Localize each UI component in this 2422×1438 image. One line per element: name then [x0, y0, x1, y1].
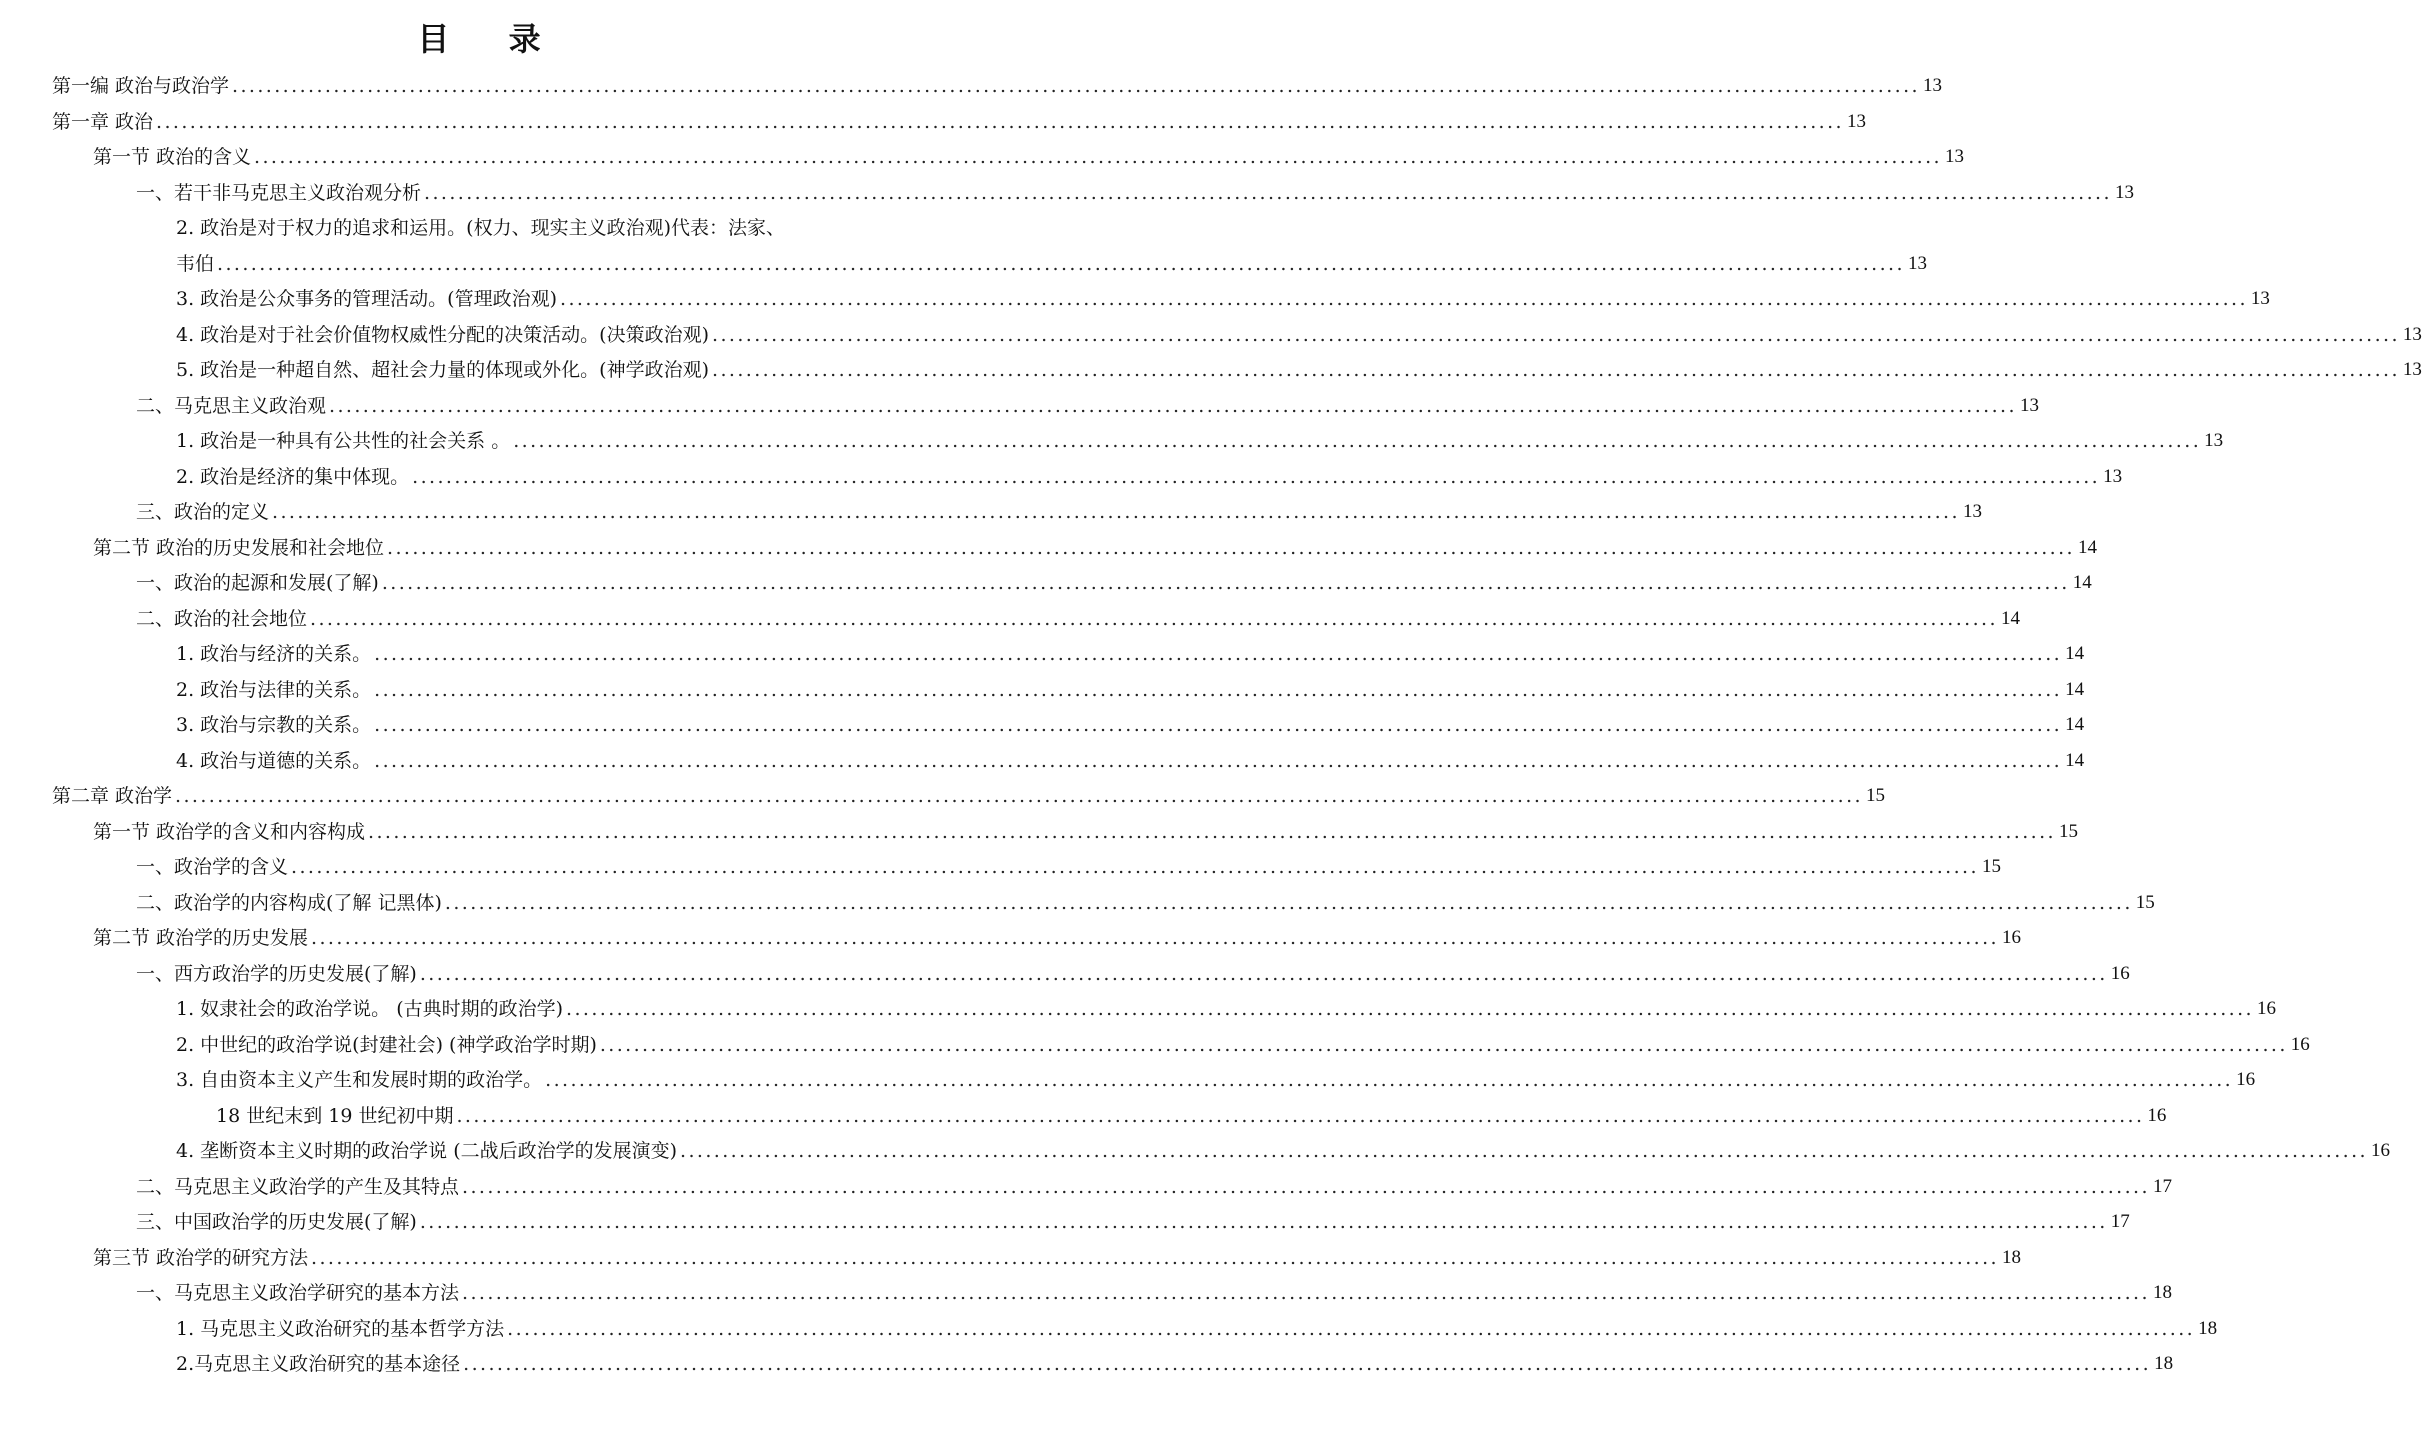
toc-leader-dots: ........................................................................................................................................................................................................	[507, 1317, 2196, 1340]
toc-page-number: 13	[2204, 430, 2224, 451]
toc-leader-dots: ........................................................................................................................................................................................................	[566, 998, 2254, 1020]
toc-entry-text: 第三节 政治学的研究方法	[93, 1246, 309, 1269]
toc-page-number: 18	[2152, 1282, 2172, 1303]
toc-entry-text: 三、政治的定义	[136, 501, 270, 523]
toc-entry-text: 4. 政治与道德的关系。	[176, 749, 372, 772]
toc-entry[interactable]	[136, 169, 2134, 205]
toc-entry[interactable]	[176, 275, 2270, 311]
toc-page-number: 13	[2019, 394, 2039, 416]
toc-leader-dots: ........................................................................................................................................................................................................	[419, 962, 2108, 985]
toc-leader-dots: ........................................................................................................................................................................................................	[513, 430, 2202, 452]
toc-page-number: 15	[1865, 785, 1885, 806]
toc-entry[interactable]	[176, 1021, 2310, 1057]
toc-entry-text: 1. 政治是一种具有公共性的社会关系 。	[176, 430, 511, 452]
toc-page-number: 15	[2058, 820, 2078, 842]
toc-entry[interactable]	[136, 559, 2092, 595]
toc-entry[interactable]	[176, 453, 2123, 489]
toc-leader-dots: ........................................................................................................................................................................................................	[311, 927, 1999, 949]
toc-leader-dots: ........................................................................................................................................................................................................	[419, 1211, 2108, 1233]
toc-leader-dots: ........................................................................................................................................................................................................	[560, 288, 2248, 310]
toc-entry-text: 18 世纪末到 19 世纪初中期	[216, 1104, 454, 1127]
toc-entry-text: 第一节 政治学的含义和内容构成	[93, 820, 366, 843]
toc-leader-dots: ........................................................................................................................................................................................................	[387, 536, 2075, 559]
toc-page-number: 14	[2065, 749, 2085, 771]
toc-entry-text: 2. 政治是对于权力的追求和运用。(权力、现实主义政治观)代表：法家、	[176, 217, 785, 239]
toc-leader-dots: ........................................................................................................................................................................................................	[463, 1353, 2152, 1375]
toc-entry-text: 4. 垄断资本主义时期的政治学说 (二战后政治学的发展演变)	[176, 1140, 678, 1162]
toc-leader-dots: ........................................................................................................................................................................................................	[175, 785, 1863, 807]
toc-entry[interactable]	[136, 1269, 2172, 1305]
toc-entry[interactable]	[136, 843, 2001, 879]
toc-entry-text: 一、若干非马克思主义政治观分析	[136, 181, 422, 204]
toc-page-number: 13	[2114, 181, 2134, 203]
toc-leader-dots: ........................................................................................................................................................................................................	[712, 323, 2400, 346]
toc-entry-text: 第一节 政治的含义	[93, 146, 252, 168]
toc-page-number: 13	[2402, 323, 2422, 345]
toc-entry[interactable]	[93, 1234, 2021, 1270]
toc-leader-dots: ........................................................................................................................................................................................................	[462, 1282, 2150, 1304]
toc-entry-text: 3. 政治与宗教的关系。	[176, 714, 372, 736]
toc-leader-dots: ........................................................................................................................................................................................................	[381, 572, 2070, 594]
toc-page-number: 16	[2256, 998, 2276, 1019]
toc-leader-dots: ........................................................................................................................................................................................................	[462, 1175, 2150, 1198]
toc-entry[interactable]	[176, 204, 886, 240]
toc-leader-dots: ........................................................................................................................................................................................................	[712, 359, 2400, 381]
toc-entry-text: 2. 政治是经济的集中体现。	[176, 465, 410, 488]
toc-page-number: 14	[2000, 607, 2020, 629]
toc-entry[interactable]	[216, 1092, 2167, 1128]
toc-entry-text: 第二节 政治的历史发展和社会地位	[93, 536, 385, 559]
toc-page-number: 18	[2198, 1317, 2218, 1339]
toc-entry[interactable]	[176, 1305, 2218, 1341]
toc-page-number: 15	[1981, 856, 2001, 877]
toc-page-number: 14	[2072, 572, 2092, 593]
toc-entry-text: 1. 奴隶社会的政治学说。 (古典时期的政治学)	[176, 998, 564, 1020]
toc-leader-dots: ........................................................................................................................................................................................................	[311, 1246, 1999, 1269]
toc-page-number: 17	[2110, 1211, 2130, 1232]
toc-leader-dots: ........................................................................................................................................................................................................	[374, 749, 2063, 772]
toc-page-number: 13	[2250, 288, 2270, 309]
toc-entry[interactable]	[93, 133, 1964, 169]
toc-entry-text: 1. 马克思主义政治研究的基本哲学方法	[176, 1317, 505, 1340]
toc-entry[interactable]	[176, 417, 2224, 453]
toc-entry-text: 1. 政治与经济的关系。	[176, 643, 372, 665]
toc-entry-text: 一、政治的起源和发展(了解)	[136, 572, 379, 594]
toc-page-number: 16	[2001, 927, 2021, 948]
toc-entry-text: 一、西方政治学的历史发展(了解)	[136, 962, 417, 985]
toc-leader-dots: ........................................................................................................................................................................................................	[545, 1069, 2234, 1091]
toc-entry[interactable]	[176, 666, 2085, 702]
toc-leader-dots: ........................................................................................................................................................................................................	[217, 252, 1905, 275]
toc-entry[interactable]	[176, 630, 2085, 666]
toc-entry[interactable]	[176, 737, 2085, 773]
toc-entry-text: 5. 政治是一种超自然、超社会力量的体现或外化。(神学政治观)	[176, 359, 709, 381]
toc-leader-dots: ........................................................................................................................................................................................................	[254, 146, 1942, 168]
toc-entry[interactable]	[52, 98, 1866, 134]
toc-entry[interactable]	[176, 985, 2276, 1021]
toc-entry[interactable]	[136, 879, 2155, 915]
page-title: 目 录	[417, 20, 565, 58]
toc-entry[interactable]	[176, 1340, 2174, 1376]
toc-leader-dots: ........................................................................................................................................................................................................	[156, 110, 1844, 133]
toc-page-number: 13	[1962, 501, 1982, 522]
toc-entry-text: 二、马克思主义政治学的产生及其特点	[136, 1175, 460, 1198]
toc-entry-text: 一、政治学的含义	[136, 856, 289, 878]
toc-entry-text: 第一章 政治	[52, 110, 154, 133]
toc-leader-dots: ........................................................................................................................................................................................................	[374, 678, 2063, 701]
toc-entry-text: 第一编 政治与政治学	[52, 75, 230, 97]
toc-entry-text: 三、中国政治学的历史发展(了解)	[136, 1211, 417, 1233]
toc-page-number: 17	[2152, 1175, 2172, 1197]
toc-entry-text: 4. 政治是对于社会价值物权威性分配的决策活动。(决策政治观)	[176, 323, 709, 346]
toc-entry-text: 3. 政治是公众事务的管理活动。(管理政治观)	[176, 288, 557, 310]
toc-entry[interactable]	[136, 1198, 2130, 1234]
toc-leader-dots: ........................................................................................................................................................................................................	[374, 714, 2063, 736]
toc-entry-text: 二、政治学的内容构成(了解 记黑体)	[136, 891, 442, 914]
toc-entry-text: 3. 自由资本主义产生和发展时期的政治学。	[176, 1069, 543, 1091]
toc-page-number: 15	[2135, 891, 2155, 913]
toc-entry[interactable]	[136, 950, 2130, 986]
toc-page-number: 13	[1846, 110, 1866, 132]
toc-leader-dots: ........................................................................................................................................................................................................	[310, 607, 1998, 630]
toc-leader-dots: ........................................................................................................................................................................................................	[599, 1033, 2288, 1056]
toc-entry-text: 2. 中世纪的政治学说(封建社会) (神学政治学时期)	[176, 1033, 597, 1056]
toc-leader-dots: ........................................................................................................................................................................................................	[456, 1104, 2145, 1127]
toc-entry[interactable]	[52, 62, 1942, 98]
toc-leader-dots: ........................................................................................................................................................................................................	[424, 181, 2112, 204]
toc-entry[interactable]	[93, 914, 2021, 950]
toc-entry-text: 二、政治的社会地位	[136, 607, 308, 630]
toc-page-number: 18	[2154, 1353, 2174, 1374]
toc-entry-text: 二、马克思主义政治观	[136, 394, 327, 417]
toc-entry[interactable]	[136, 1163, 2172, 1199]
toc-entry[interactable]	[93, 808, 2078, 844]
toc-page-number: 16	[2370, 1140, 2390, 1161]
toc-page-number: 16	[2290, 1033, 2310, 1055]
toc-page-number: 16	[2147, 1104, 2167, 1126]
toc-entry[interactable]	[136, 488, 1982, 524]
toc-page-number: 14	[2065, 714, 2085, 735]
toc-entry[interactable]	[136, 382, 2039, 418]
toc-leader-dots: ........................................................................................................................................................................................................	[272, 501, 1960, 523]
toc-page-number: 18	[2001, 1246, 2021, 1268]
toc-entry-text: 2.马克思主义政治研究的基本途径	[176, 1353, 461, 1375]
toc-page-number: 13	[1907, 252, 1927, 274]
toc-page-number: 16	[2236, 1069, 2256, 1090]
toc-entry[interactable]	[176, 240, 1927, 276]
toc-entry-text: 韦伯	[176, 252, 215, 275]
toc-page-number: 13	[2103, 465, 2123, 487]
toc-entry[interactable]	[176, 311, 2422, 347]
toc-leader-dots: ........................................................................................................................................................................................................	[232, 75, 1920, 97]
toc-entry[interactable]	[93, 524, 2097, 560]
toc-page-number: 14	[2065, 643, 2085, 664]
toc-leader-dots: ........................................................................................................................................................................................................	[291, 856, 1979, 878]
toc-entry[interactable]	[52, 772, 1885, 808]
toc-entry[interactable]	[136, 595, 2020, 631]
toc-page-number: 14	[2077, 536, 2097, 558]
toc-entry-text: 一、马克思主义政治学研究的基本方法	[136, 1282, 460, 1304]
toc-leader-dots: ........................................................................................................................................................................................................	[680, 1140, 2368, 1162]
toc-leader-dots: ........................................................................................................................................................................................................	[368, 820, 2056, 843]
toc-entry[interactable]	[176, 701, 2085, 737]
toc-leader-dots: ........................................................................................................................................................................................................	[329, 394, 2017, 417]
toc-page-number: 16	[2110, 962, 2130, 984]
toc-leader-dots: ........................................................................................................................................................................................................	[374, 643, 2063, 665]
toc-page-number: 14	[2065, 678, 2085, 700]
toc-leader-dots: ........................................................................................................................................................................................................	[444, 891, 2133, 914]
toc-page-number: 13	[2402, 359, 2422, 380]
toc-entry[interactable]	[176, 1056, 2256, 1092]
toc-entry[interactable]	[176, 1127, 2390, 1163]
toc-entry-text: 第二节 政治学的历史发展	[93, 927, 309, 949]
toc-entry-text: 2. 政治与法律的关系。	[176, 678, 372, 701]
toc-entry-text: 第二章 政治学	[52, 785, 173, 807]
toc-page-number: 13	[1922, 75, 1942, 96]
toc-entry[interactable]	[176, 346, 2422, 382]
toc-page-number: 13	[1944, 146, 1964, 167]
toc-leader-dots: ........................................................................................................................................................................................................	[412, 465, 2101, 488]
